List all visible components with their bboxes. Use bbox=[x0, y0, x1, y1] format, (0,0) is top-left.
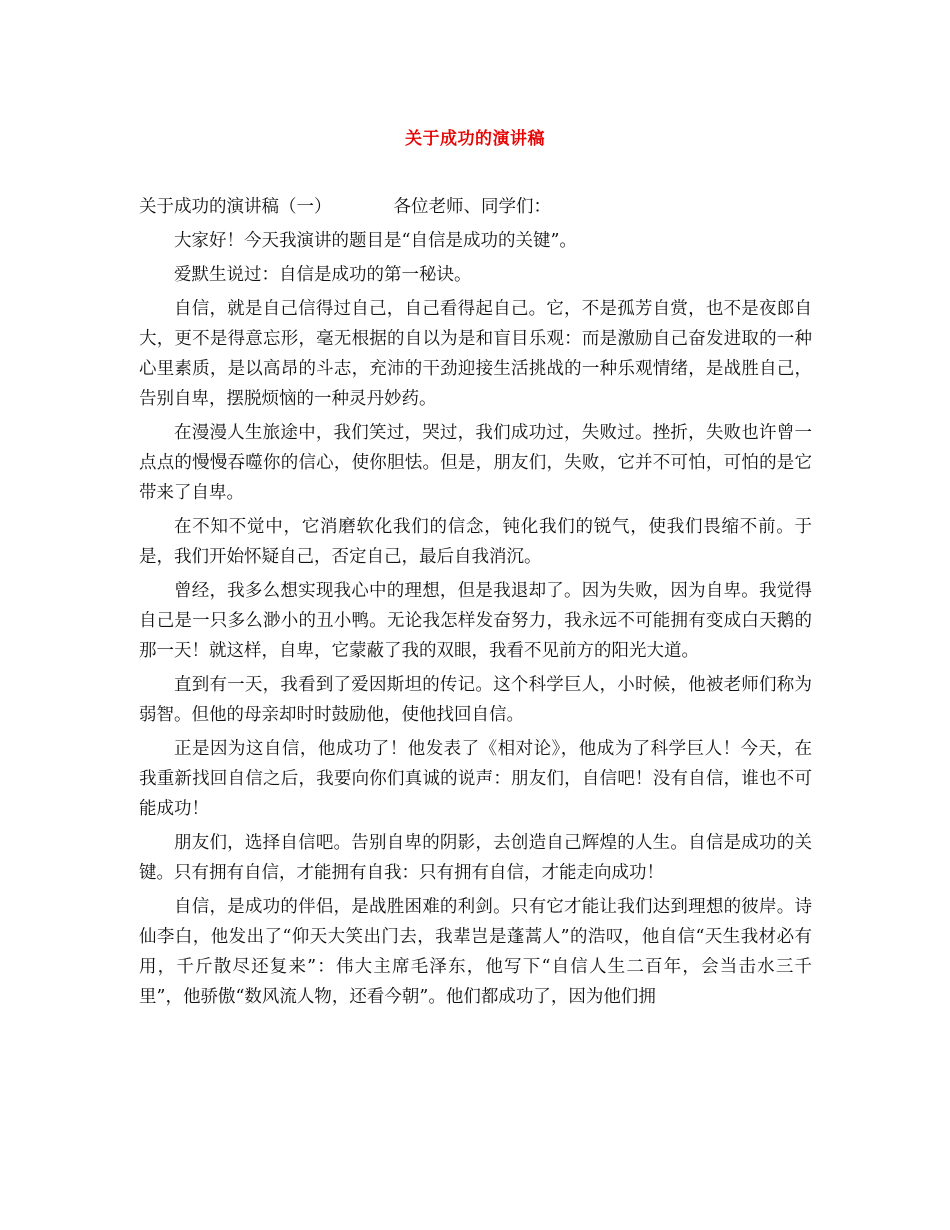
speech-heading bbox=[139, 192, 812, 222]
page-title: 关于成功的演讲稿 bbox=[405, 129, 545, 149]
paragraph: 曾经，我多么想实现我心中的理想，但是我退却了。因为失败，因为自卑。我觉得自己是一只多么渺小的丑小鸭。无论我怎样发奋努力，我永远不可能拥有变成白天鹅的那一天！就这样，自卑，它蒙蔽了我的双眼，我看不见前方的阳光大道。 bbox=[139, 581, 812, 661]
paragraph: 在不知不觉中，它消磨软化我们的信念，钝化我们的锐气，使我们畏缩不前。于是，我们开始怀疑自己，否定自己，最后自我消沉。 bbox=[139, 517, 812, 567]
paragraph: 在漫漫人生旅途中，我们笑过，哭过，我们成功过，失败过。挫折，失败也许曾一点点的慢慢吞噬你的信心，使你胆怯。但是，朋友们，失败，它并不可怕，可怕的是它带来了自卑。 bbox=[139, 423, 812, 503]
paragraph: 正是因为这自信，他成功了！他发表了《相对论》，他成为了科学巨人！今天，在我重新找回自信之后，我要向你们真诚的说声：朋友们，自信吧！没有自信，谁也不可能成功！ bbox=[139, 739, 812, 819]
speech-heading-title: 关于成功的演讲稿（一） bbox=[139, 197, 332, 217]
speech-salutation: 各位老师、同学们： bbox=[393, 197, 551, 217]
paragraph: 自信，是成功的伴侣，是战胜困难的利剑。只有它才能让我们达到理想的彼岸。诗仙李白，他发出了“仰天大笑出门去，我辈岂是蓬蒿人”的浩叹，他自信“天生我材必有用，千斤散尽还复来”：伟大主席毛泽东，他写下“自信人生二百年，会当击水三千里”，他骄傲“数风流人物，还看今朝”。他们都成功了，因为他们拥 bbox=[139, 897, 812, 1007]
paragraph: 爱默生说过：自信是成功的第一秘诀。 bbox=[174, 265, 472, 285]
document-body bbox=[139, 192, 812, 1016]
paragraph: 大家好！今天我演讲的题目是“自信是成功的关键”。 bbox=[174, 231, 577, 251]
paragraph: 朋友们，选择自信吧。告别自卑的阴影，去创造自己辉煌的人生。自信是成功的关键。只有拥有自信，才能拥有自我：只有拥有自信，才能走向成功！ bbox=[139, 833, 812, 883]
paragraph: 直到有一天，我看到了爱因斯坦的传记。这个科学巨人，小时候，他被老师们称为弱智。但他的母亲却时时鼓励他，使他找回自信。 bbox=[139, 675, 812, 725]
paragraph: 自信，就是自己信得过自己，自己看得起自己。它，不是孤芳自赏，也不是夜郎自大，更不是得意忘形，毫无根据的自以为是和盲目乐观：而是激励自己奋发进取的一种心里素质，是以高昂的斗志，充沛的干劲迎接生活挑战的一种乐观情绪，是战胜自己，告别自卑，摆脱烦恼的一种灵丹妙药。 bbox=[139, 299, 812, 409]
